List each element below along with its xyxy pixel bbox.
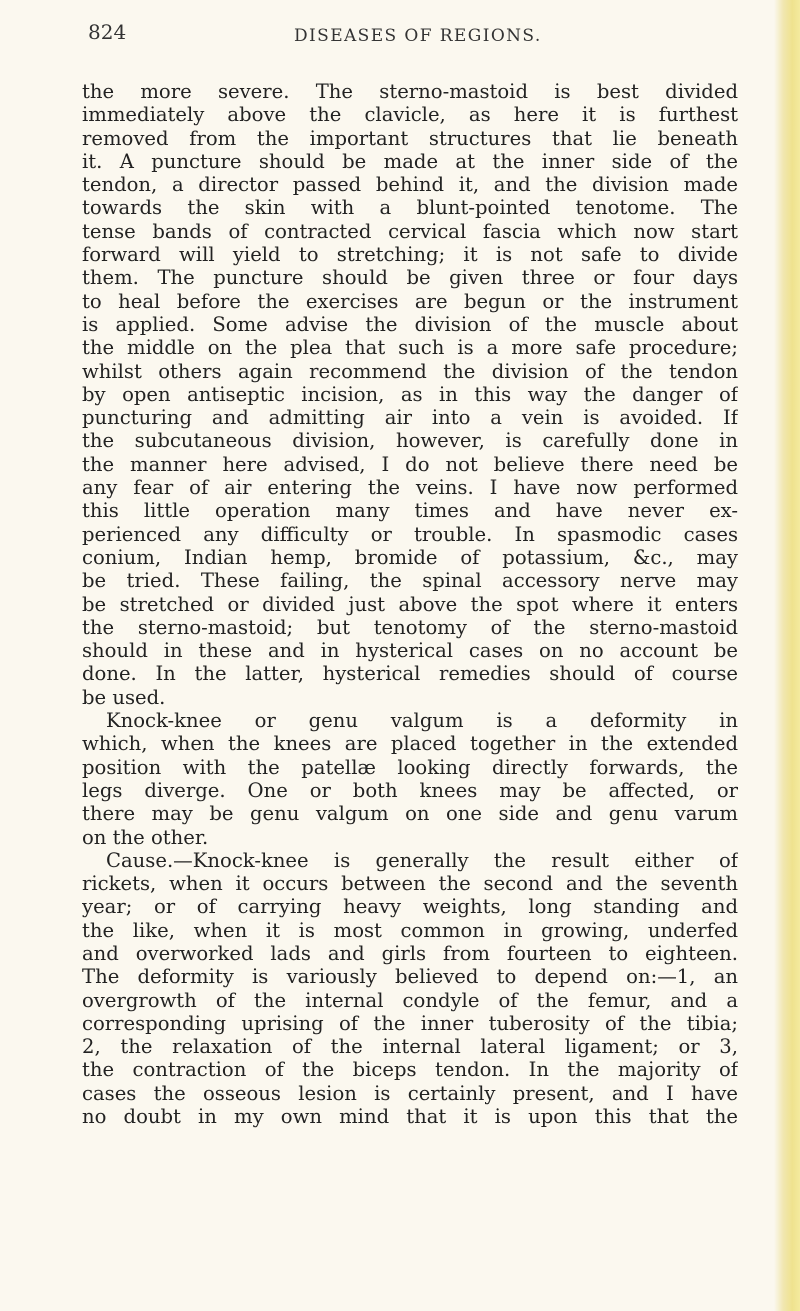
- text-line: which, when the knees are placed together in the extended: [82, 732, 738, 756]
- text-line: it. A puncture should be made at the inner side of the: [82, 149, 738, 173]
- text-line: the like, when it is most common in growing, underfed: [82, 918, 738, 942]
- text-line: done. In the latter, hysterical remedies should of course: [82, 662, 738, 686]
- text-line: no doubt in my own mind that it is upon this that the: [82, 1105, 738, 1129]
- text-line: to heal before the exercises are begun or the instrument: [82, 289, 738, 313]
- text-line: The deformity is variously believed to depend on:—1, an: [82, 965, 738, 989]
- text-line: the more severe. The sterno-mastoid is best divided: [82, 80, 738, 103]
- text-line: by open antiseptic incision, as in this way the danger of: [82, 382, 738, 406]
- text-line: there may be genu valgum on one side and genu varum: [82, 802, 738, 826]
- text-line: perienced any difficulty or trouble. In spasmodic cases: [82, 522, 738, 546]
- text-line: towards the skin with a blunt-pointed tenotome. The: [82, 196, 738, 220]
- body-text: [82, 80, 738, 1128]
- text-line: year; or of carrying heavy weights, long standing and: [82, 895, 738, 919]
- text-line: forward will yield to stretching; it is not safe to divide: [82, 243, 738, 267]
- text-line: should in these and in hysterical cases on no account be: [82, 639, 738, 663]
- text-line: the middle on the plea that such is a more safe procedure;: [82, 336, 738, 360]
- page-number: 824: [88, 20, 127, 44]
- text-line: puncturing and admitting air into a vein is avoided. If: [82, 406, 738, 430]
- text-line: immediately above the clavicle, as here it is furthest: [82, 103, 738, 127]
- text-line: them. The puncture should be given three or four days: [82, 266, 738, 290]
- text-line: 2, the relaxation of the internal lateral ligament; or 3,: [82, 1035, 738, 1059]
- page-header: [88, 20, 718, 54]
- text-line: the manner here advised, I do not believe there need be: [82, 452, 738, 476]
- text-line: conium, Indian hemp, bromide of potassium, &c., may: [82, 545, 738, 569]
- text-line: and overworked lads and girls from fourteen to eighteen.: [82, 941, 738, 965]
- text-line: tendon, a director passed behind it, and the division made: [82, 173, 738, 197]
- text-line: on the other.: [82, 825, 209, 849]
- text-line: be tried. These failing, the spinal accessory nerve may: [82, 569, 738, 593]
- text-line: removed from the important structures that lie beneath: [82, 126, 738, 150]
- text-line: the subcutaneous division, however, is carefully done in: [82, 429, 738, 453]
- text-line: is applied. Some advise the division of the muscle about: [82, 312, 738, 336]
- text-line: be stretched or divided just above the spot where it enters: [82, 592, 738, 616]
- page-edge: [774, 0, 800, 1311]
- text-line: overgrowth of the internal condyle of the femur, and a: [82, 988, 738, 1012]
- text-line: any fear of air entering the veins. I have now performed: [82, 476, 738, 500]
- text-line: be used.: [82, 685, 166, 709]
- text-line: corresponding uprising of the inner tuberosity of the tibia;: [82, 1011, 738, 1035]
- text-line: the sterno-mastoid; but tenotomy of the sterno-mastoid: [82, 615, 738, 639]
- text-line: this little operation many times and have never ex-: [82, 499, 738, 523]
- text-line: Knock-knee or genu valgum is a deformity in: [106, 709, 738, 733]
- text-line: position with the patellæ looking directly forwards, the: [82, 755, 738, 779]
- text-line: rickets, when it occurs between the second and the seventh: [82, 872, 738, 896]
- text-line: cases the osseous lesion is certainly present, and I have: [82, 1081, 738, 1105]
- text-line: whilst others again recommend the division of the tendon: [82, 359, 738, 383]
- text-line: Cause.—Knock-knee is generally the result either of: [106, 848, 738, 872]
- text-line: tense bands of contracted cervical fascia which now start: [82, 219, 738, 243]
- text-line: the contraction of the biceps tendon. In the majority of: [82, 1058, 738, 1082]
- running-head: DISEASES OF REGIONS.: [294, 26, 542, 46]
- text-line: legs diverge. One or both knees may be affected, or: [82, 778, 738, 802]
